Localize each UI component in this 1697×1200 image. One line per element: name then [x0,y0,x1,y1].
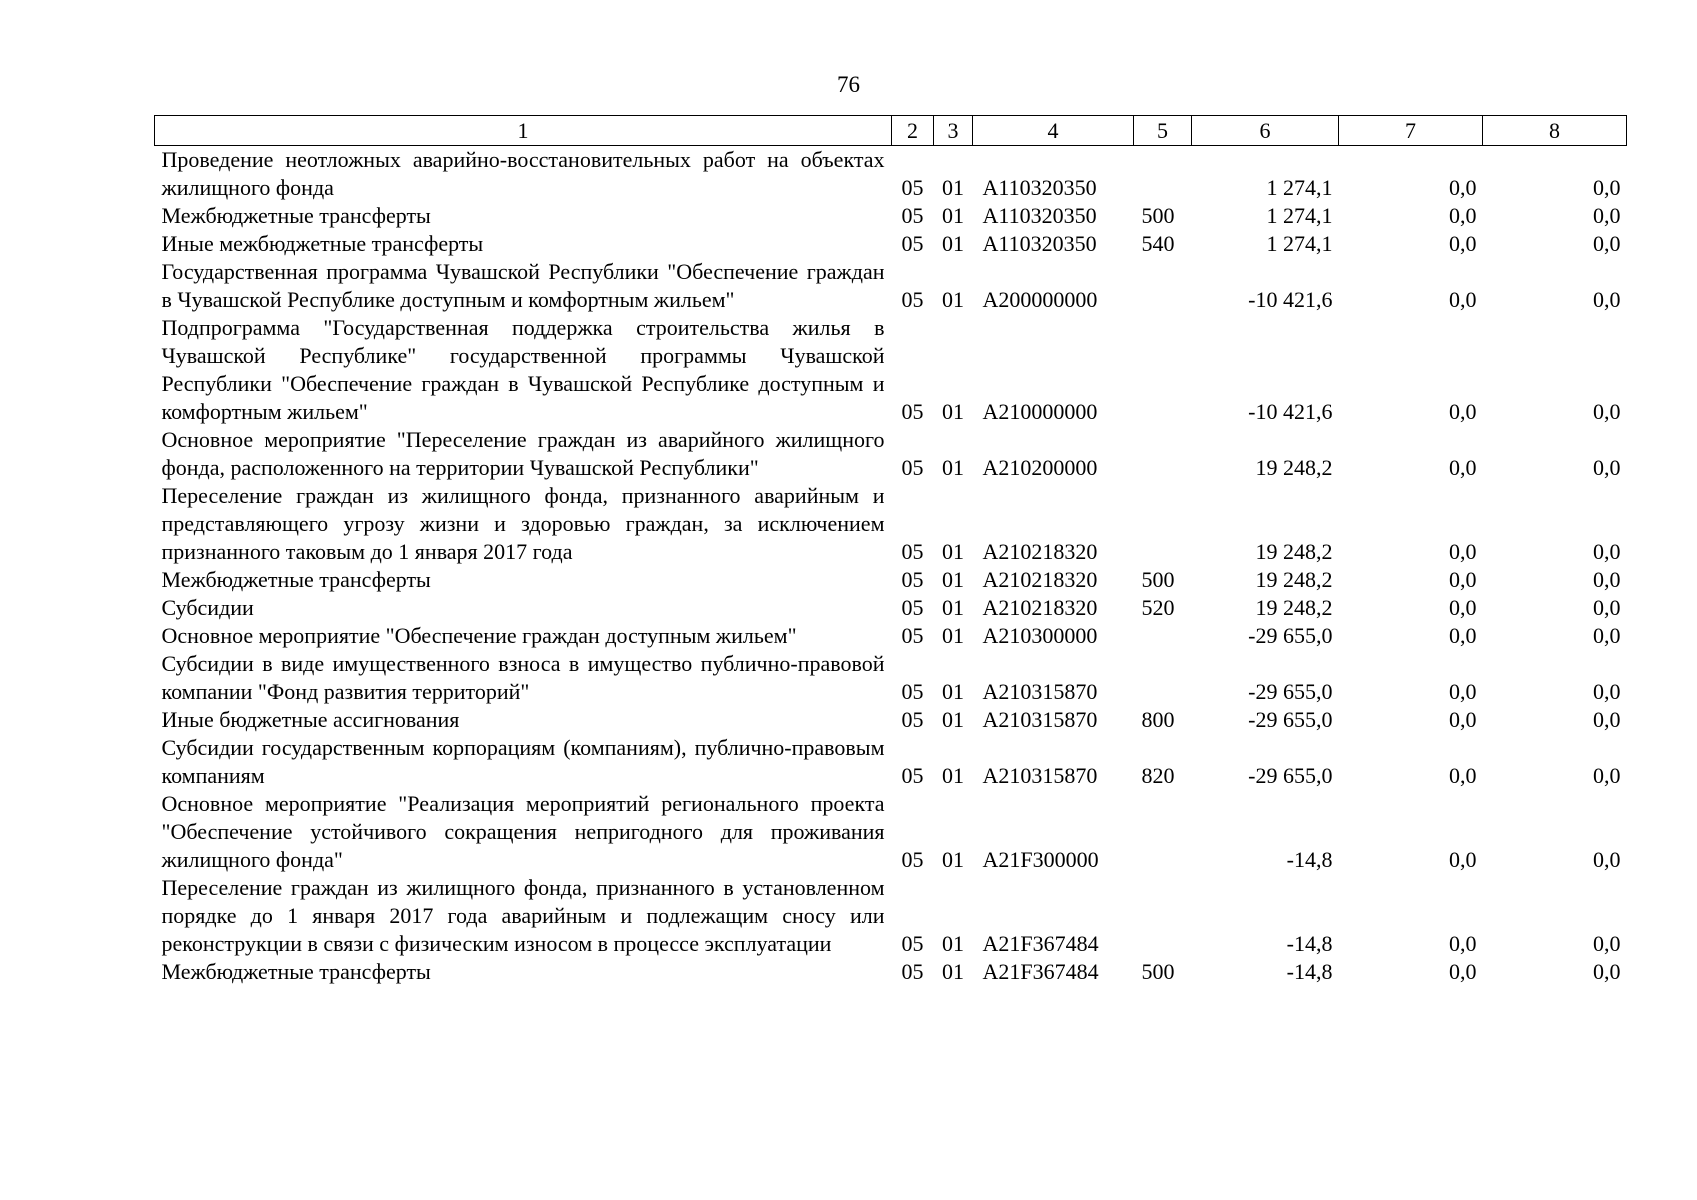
column-header-1: 1 [155,116,892,146]
row-amount-col6: -14,8 [1286,931,1333,956]
row-section: 05 [901,931,924,956]
table-row [155,426,1627,482]
row-expense-type [1134,790,1192,874]
row-amount-col8: 0,0 [1593,763,1621,788]
row-amount-col7: 0,0 [1449,399,1477,424]
row-expense-type: 500 [1141,959,1175,984]
row-name: Иные межбюджетные трансферты [161,231,484,256]
row-amount-col7: 0,0 [1449,455,1477,480]
row-amount-col7: 0,0 [1449,847,1477,872]
row-amount-col8: 0,0 [1593,455,1621,480]
row-amount-col7: 0,0 [1449,287,1477,312]
row-amount-col6: 1 274,1 [1266,175,1333,200]
row-section: 05 [901,203,924,228]
row-target-code: А210315870 [982,707,1098,732]
row-amount-col7: 0,0 [1449,595,1477,620]
row-amount-col8: 0,0 [1593,399,1621,424]
row-name: Подпрограмма "Государственная поддержка строительства жилья в Чувашской Республике" государственной программы Чувашской Республики "Обеспечение граждан в Чувашской Республике доступным и комфортным жильем" [161,315,885,424]
table-row [155,958,1627,986]
row-amount-col6: -10 421,6 [1248,287,1333,312]
row-amount-col6: -29 655,0 [1248,763,1333,788]
row-subsection: 01 [942,175,964,200]
row-subsection: 01 [942,539,964,564]
row-name: Проведение неотложных аварийно-восстановительных работ на объектах жилищного фонда [161,147,885,200]
column-header-6: 6 [1192,116,1339,146]
row-section: 05 [901,231,924,256]
row-section: 05 [901,623,924,648]
row-expense-type: 500 [1141,203,1175,228]
row-amount-col8: 0,0 [1593,623,1621,648]
row-amount-col8: 0,0 [1593,175,1621,200]
page-number: 76 [837,72,860,97]
row-section: 05 [901,455,924,480]
row-name: Переселение граждан из жилищного фонда, признанного в установленном порядке до 1 января 2017 года аварийным и подлежащим сносу или реконструкции в связи с физическим износом в процессе эксплуатации [161,875,885,956]
row-section: 05 [901,595,924,620]
row-name: Государственная программа Чувашской Республики "Обеспечение граждан в Чувашской Республике доступным и комфортным жильем" [161,259,885,312]
row-amount-col7: 0,0 [1449,707,1477,732]
row-expense-type [1134,314,1192,426]
row-amount-col8: 0,0 [1593,203,1621,228]
row-section: 05 [901,847,924,872]
row-target-code: А200000000 [982,287,1098,312]
row-section: 05 [901,763,924,788]
row-target-code: А210218320 [982,567,1098,592]
row-expense-type: 800 [1141,707,1175,732]
row-expense-type [1134,146,1192,203]
row-subsection: 01 [942,595,964,620]
row-section: 05 [901,679,924,704]
row-amount-col6: 19 248,2 [1255,455,1333,480]
column-header-7: 7 [1339,116,1483,146]
row-amount-col6: -29 655,0 [1248,707,1333,732]
row-target-code: А210218320 [982,595,1098,620]
row-name: Основное мероприятие "Реализация мероприятий регионального проекта "Обеспечение устойчивого сокращения непригодного для проживания жилищного фонда" [161,791,885,872]
row-section: 05 [901,567,924,592]
row-section: 05 [901,287,924,312]
row-target-code: А21F367484 [982,931,1099,956]
row-amount-col7: 0,0 [1449,679,1477,704]
budget-table [154,115,1627,986]
row-amount-col8: 0,0 [1593,847,1621,872]
column-header-8: 8 [1483,116,1627,146]
table-row [155,146,1627,203]
row-target-code: А21F300000 [982,847,1099,872]
row-amount-col7: 0,0 [1449,567,1477,592]
row-amount-col8: 0,0 [1593,595,1621,620]
row-target-code: А210200000 [982,455,1098,480]
row-name: Межбюджетные трансферты [161,567,431,592]
row-amount-col6: 1 274,1 [1266,203,1333,228]
row-amount-col6: -29 655,0 [1248,623,1333,648]
row-name: Основное мероприятие "Обеспечение граждан доступным жильем" [161,623,797,648]
row-amount-col8: 0,0 [1593,959,1621,984]
row-amount-col6: -14,8 [1286,959,1333,984]
row-amount-col7: 0,0 [1449,763,1477,788]
table-row [155,622,1627,650]
row-section: 05 [901,959,924,984]
table-row [155,202,1627,230]
row-name: Субсидии государственным корпорациям (компаниям), публично-правовым компаниям [161,735,885,788]
row-amount-col7: 0,0 [1449,203,1477,228]
row-target-code: А210315870 [982,679,1098,704]
row-amount-col8: 0,0 [1593,539,1621,564]
table-header [155,116,1627,146]
row-name: Основное мероприятие "Переселение граждан из аварийного жилищного фонда, расположенного на территории Чувашской Республики" [161,427,885,480]
row-target-code: А110320350 [982,203,1097,228]
row-subsection: 01 [942,763,964,788]
column-header-4: 4 [973,116,1134,146]
row-expense-type [1134,482,1192,566]
row-name: Иные бюджетные ассигнования [161,707,460,732]
column-header-2: 2 [892,116,934,146]
row-expense-type [1134,650,1192,706]
row-expense-type [1134,622,1192,650]
row-section: 05 [901,175,924,200]
row-subsection: 01 [942,231,964,256]
row-subsection: 01 [942,287,964,312]
row-expense-type [1134,258,1192,314]
row-amount-col7: 0,0 [1449,231,1477,256]
table-row [155,706,1627,734]
row-subsection: 01 [942,399,964,424]
row-amount-col7: 0,0 [1449,959,1477,984]
row-subsection: 01 [942,203,964,228]
row-amount-col7: 0,0 [1449,175,1477,200]
row-subsection: 01 [942,931,964,956]
row-name: Межбюджетные трансферты [161,203,431,228]
row-amount-col8: 0,0 [1593,231,1621,256]
table-body [155,146,1627,987]
row-expense-type: 820 [1141,763,1175,788]
row-amount-col8: 0,0 [1593,931,1621,956]
row-target-code: А210315870 [982,763,1098,788]
table-row [155,594,1627,622]
row-target-code: А21F367484 [982,959,1099,984]
row-section: 05 [901,707,924,732]
row-section: 05 [901,399,924,424]
row-name: Межбюджетные трансферты [161,959,431,984]
row-target-code: А110320350 [982,231,1097,256]
row-subsection: 01 [942,455,964,480]
row-amount-col6: 1 274,1 [1266,231,1333,256]
row-amount-col6: 19 248,2 [1255,567,1333,592]
row-name: Субсидии в виде имущественного взноса в имущество публично-правовой компании "Фонд развития территорий" [161,651,885,704]
row-expense-type [1134,874,1192,958]
row-amount-col6: -29 655,0 [1248,679,1333,704]
row-expense-type: 500 [1141,567,1175,592]
column-header-5: 5 [1134,116,1192,146]
table-row [155,566,1627,594]
row-target-code: А110320350 [982,175,1097,200]
row-amount-col6: -10 421,6 [1248,399,1333,424]
table-row [155,734,1627,790]
row-expense-type: 520 [1141,595,1175,620]
row-target-code: А210218320 [982,539,1098,564]
row-amount-col8: 0,0 [1593,707,1621,732]
row-subsection: 01 [942,847,964,872]
row-amount-col6: -14,8 [1286,847,1333,872]
table-row [155,230,1627,258]
row-target-code: А210300000 [982,623,1098,648]
row-name: Субсидии [161,595,254,620]
row-subsection: 01 [942,959,964,984]
row-amount-col8: 0,0 [1593,287,1621,312]
row-expense-type: 540 [1141,231,1175,256]
row-amount-col7: 0,0 [1449,539,1477,564]
table-row [155,258,1627,314]
column-header-3: 3 [934,116,973,146]
row-amount-col6: 19 248,2 [1255,539,1333,564]
row-amount-col8: 0,0 [1593,567,1621,592]
table-row [155,874,1627,958]
row-expense-type [1134,426,1192,482]
row-subsection: 01 [942,623,964,648]
table-row [155,482,1627,566]
row-target-code: А210000000 [982,399,1098,424]
row-amount-col7: 0,0 [1449,623,1477,648]
column-numbers-row [155,116,1627,146]
row-section: 05 [901,539,924,564]
row-subsection: 01 [942,679,964,704]
row-amount-col7: 0,0 [1449,931,1477,956]
row-amount-col6: 19 248,2 [1255,595,1333,620]
table-row [155,314,1627,426]
table-row [155,790,1627,874]
row-subsection: 01 [942,707,964,732]
table-row [155,650,1627,706]
row-amount-col8: 0,0 [1593,679,1621,704]
row-subsection: 01 [942,567,964,592]
row-name: Переселение граждан из жилищного фонда, признанного аварийным и представляющего угрозу жизни и здоровью граждан, за исключением признанного таковым до 1 января 2017 года [161,483,885,564]
